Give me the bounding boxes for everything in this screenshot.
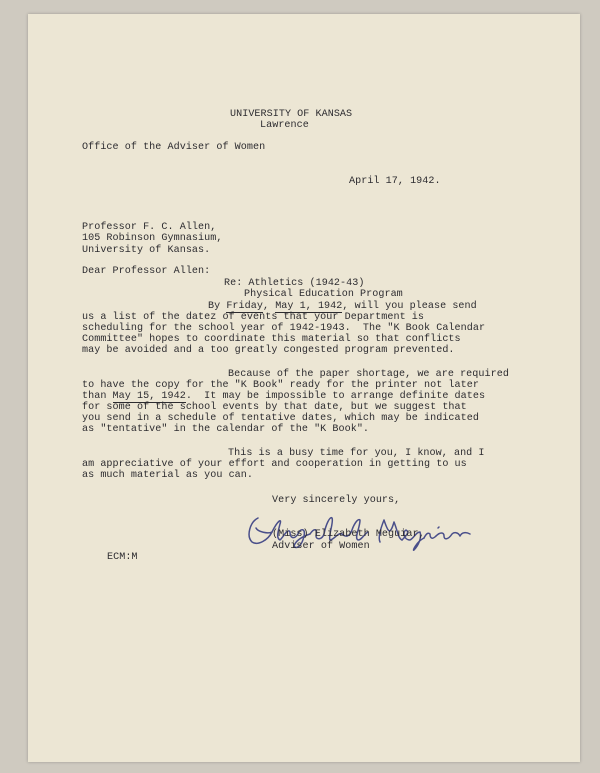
recipient-line-2: 105 Robinson Gymnasium, [82,233,223,244]
paragraph-2-line-5: you send in a schedule of tentative dates, which may be indicated [82,413,479,424]
print-deadline-date: May 15, 1942 [112,391,186,402]
subject-line-1: Re: Athletics (1942-43) [224,278,365,289]
letterhead-office: Office of the Adviser of Women [82,142,266,153]
paragraph-1-line-1 [208,301,477,312]
paragraph-2-line-2: to have the copy for the "K Book" ready for the printer not later [82,380,479,391]
subject-line-2: Physical Education Program [244,289,403,300]
signer-title: Adviser of Women [272,541,370,552]
paragraph-3-line-2: am appreciative of your effort and cooperation in getting to us [82,459,467,470]
paragraph-2-line-6: as "tentative" in the calendar of the "K Book". [82,424,370,435]
paragraph-2-line-1: Because of the paper shortage, we are required [228,369,509,380]
paragraph-2-line-3 [82,391,485,402]
reference-initials: ECM:M [107,552,138,563]
paragraph-1-line-3: scheduling for the school year of 1942-1943. The "K Book Calendar [82,323,486,334]
paragraph-2-line-4: for some of the school events by that date, but we suggest that [82,402,467,413]
paragraph-1-line-4: Committee" hopes to coordinate this material so that conflicts [82,334,461,345]
letter-date: April 17, 1942. [349,176,441,187]
deadline-day: Friday [226,301,263,312]
letter-page [28,14,580,762]
deadline-date: May 1, 1942 [275,301,343,312]
salutation: Dear Professor Allen: [82,266,211,277]
closing: Very sincerely yours, [272,495,401,506]
paragraph-2-line-3-pre: than [82,391,113,402]
paragraph-1-sep: , [262,301,276,312]
paragraph-1-post: , will you please send [342,301,477,312]
paragraph-3-line-3: as much material as you can. [82,470,254,481]
signer-name: (Miss) Elizabeth Meguiar, [272,529,425,540]
letterhead-city: Lawrence [260,120,309,131]
recipient-line-3: University of Kansas. [82,245,211,256]
paragraph-1-line-2: us a list of the datez of events that your Department is [82,312,425,323]
paragraph-3-line-1: This is a busy time for you, I know, and I [228,448,485,459]
recipient-line-1: Professor F. C. Allen, [82,222,217,233]
letterhead-institution: UNIVERSITY OF KANSAS [230,109,353,120]
paragraph-1-pre: By [208,301,227,312]
paragraph-2-line-3-post: . It may be impossible to arrange definite dates [185,391,486,402]
paragraph-1-line-5: may be avoided and a too greatly congested program prevented. [82,345,455,356]
